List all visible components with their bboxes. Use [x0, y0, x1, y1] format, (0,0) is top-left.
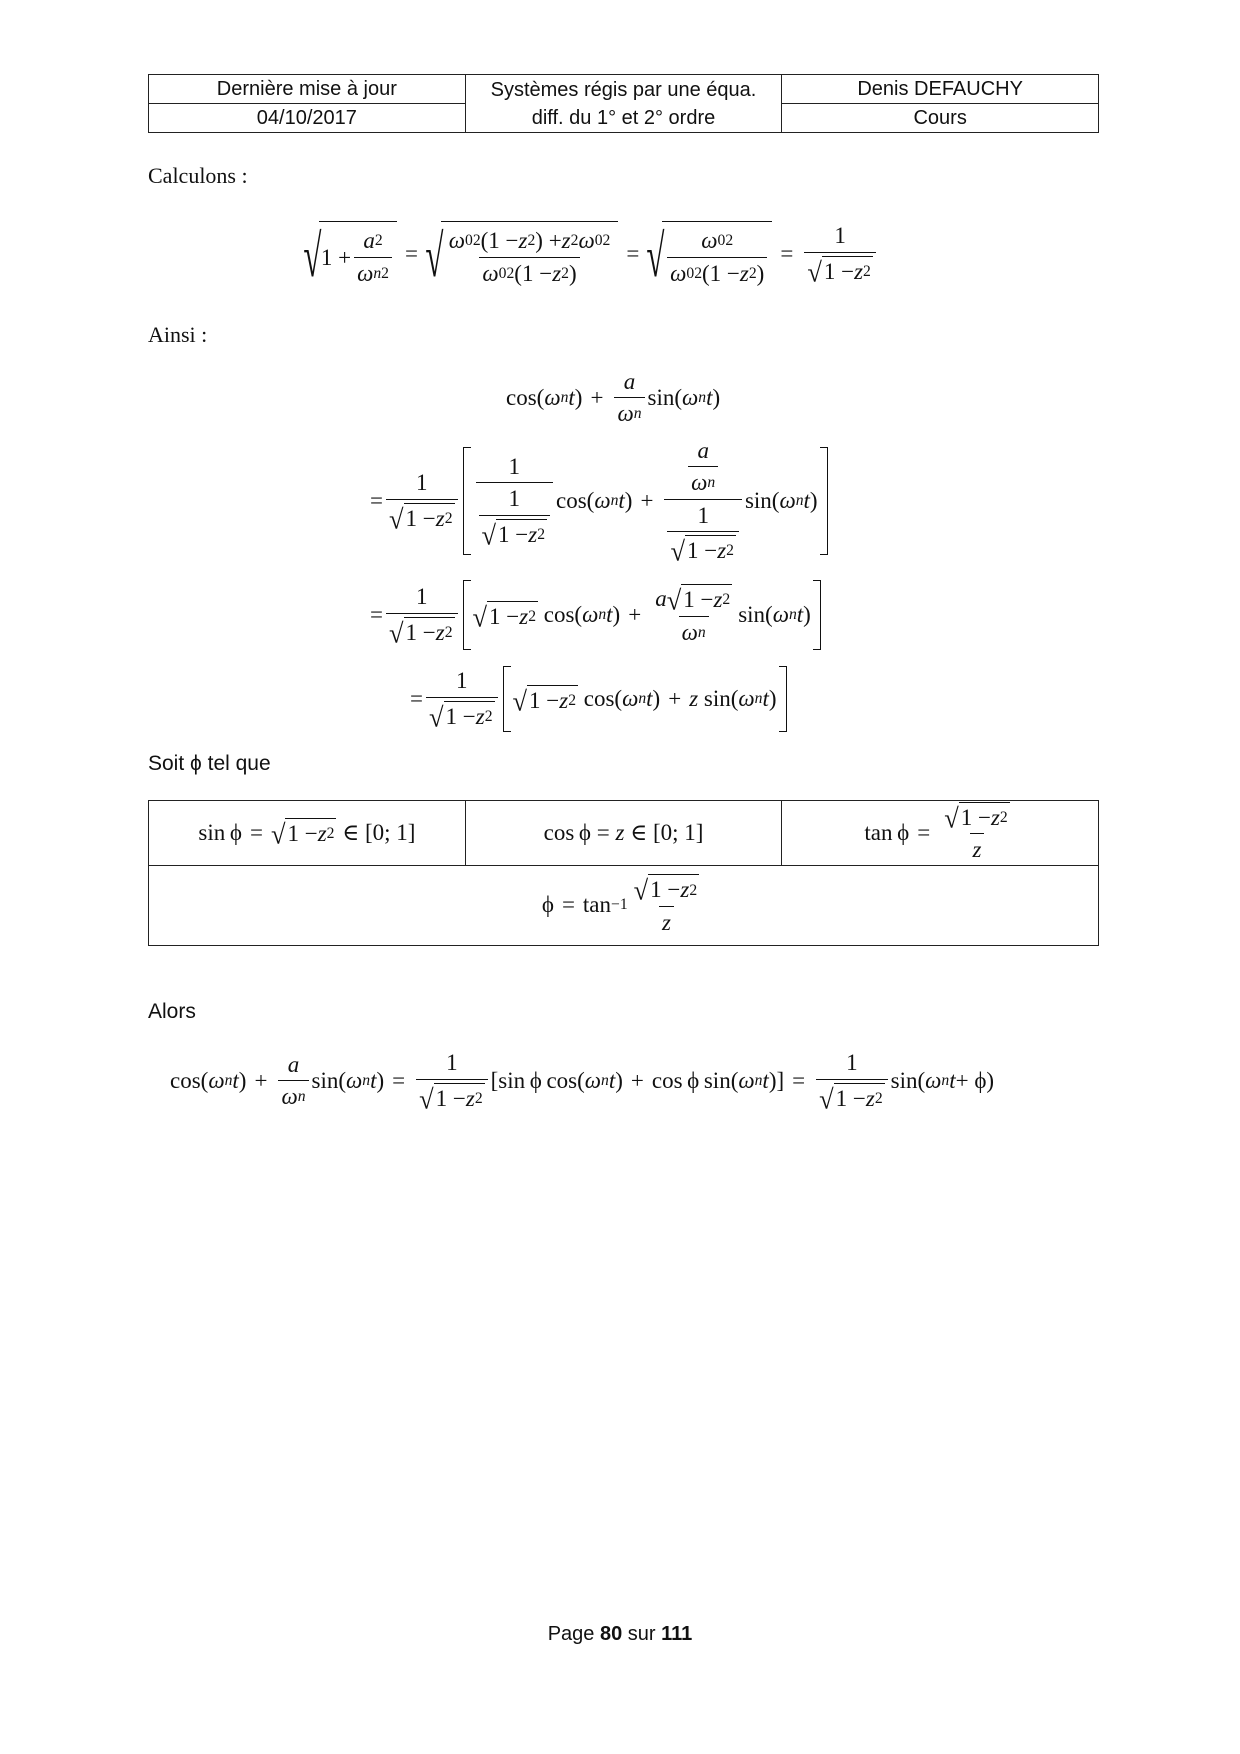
author: Denis DEFAUCHY [782, 75, 1099, 104]
update-date: 04/10/2017 [149, 104, 466, 133]
label-calculons: Calculons : [148, 163, 248, 188]
equation-ainsi-line-2: = 1 √ 1 − z 2 1 1 √ 1 − z 2 cos( ω n t ) + a ω n 1 √ 1 − z 2 sin( ω n t ) [370, 447, 830, 555]
label-soit: Soit ϕ tel que [148, 752, 271, 775]
document-title [465, 75, 782, 133]
title-line-2: diff. du 1° et 2° ordre [531, 106, 716, 129]
equation-ainsi-line-3: = 1 √ 1 − z 2 √ 1 − z 2 cos( ω n t ) + a √ 1 − z 2 ω n sin( ω n t ) [370, 580, 823, 650]
label-alors: Alors [148, 1000, 196, 1023]
equation-ainsi-line-1: cos( ω n t ) + a ω n sin( ω n t ) [506, 368, 721, 426]
cos-range: ∈ [0; 1] [630, 819, 704, 845]
page-prefix: Page [547, 1623, 595, 1645]
header-table [148, 74, 1099, 133]
phi-sin-cell: sin ϕ = √ 1 − z 2 ∈ [0; 1] [149, 801, 466, 866]
last-update-label: Dernière mise à jour [149, 75, 466, 104]
equation-calculons: √ 1 + a 2 ω n 2 = √ ω 0 2 (1 − z 2 ) + z 2 ω 0 2 ω 0 2 (1 − z 2 ) = √ ω 0 2 ω 0 2 (1 − z 2 ) = 1 √ 1 − z 2 [304, 212, 879, 296]
sin-range: ∈ [0; 1] [342, 819, 416, 845]
page-number: 80 [599, 1623, 623, 1645]
page-footer [0, 1623, 1240, 1646]
phi-definition-cell: ϕ = tan −1 √ 1 − z 2 z [149, 865, 1099, 945]
label-ainsi: Ainsi : [148, 322, 208, 347]
phi-cos-cell: cos ϕ = z ∈ [0; 1] [465, 801, 781, 866]
page-middle: sur [627, 1623, 656, 1645]
equation-alors: cos( ω n t ) + a ω n sin( ω n t ) = 1 √ 1 − z 2 [sin ϕ cos( ω n t ) + cos ϕ sin( ω n t )] = 1 √ 1 − z 2 sin( ω n t + ϕ) [170, 1050, 995, 1115]
title-line-1: Systèmes régis par une équa. [490, 78, 757, 101]
page-total: 111 [661, 1623, 693, 1645]
document-type: Cours [782, 104, 1099, 133]
phi-table [148, 800, 1099, 946]
phi-tan-cell: tan ϕ = √ 1 − z 2 z [782, 801, 1099, 866]
equation-ainsi-line-4: = 1 √ 1 − z 2 √ 1 − z 2 cos( ω n t ) + z sin( ω n t ) [410, 666, 789, 732]
